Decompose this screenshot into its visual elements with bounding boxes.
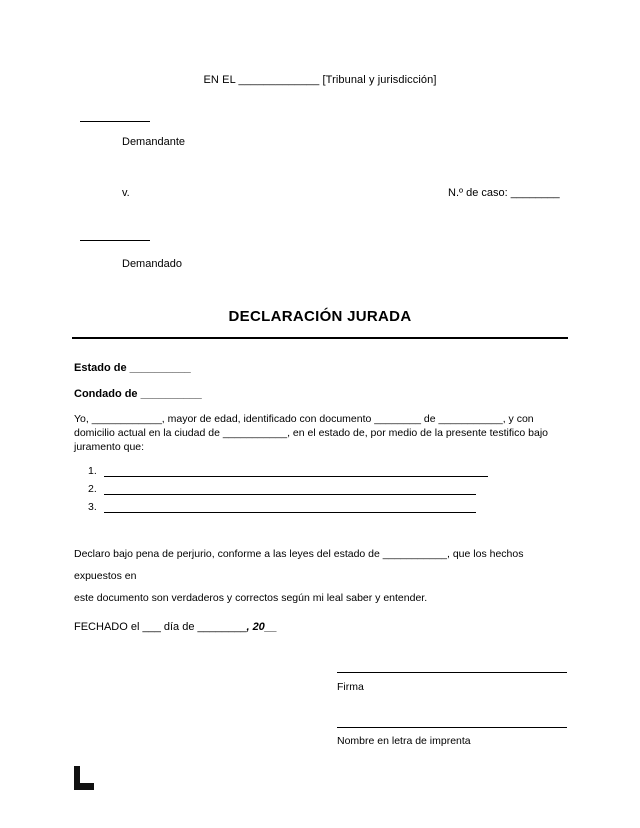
versus-label: v. [122, 187, 130, 199]
list-item-blank-line [104, 501, 476, 513]
logo-bottom-bar [74, 783, 94, 790]
list-item-number: 3. [88, 501, 97, 513]
list-item-number: 1. [88, 465, 97, 477]
dated-line [74, 621, 277, 633]
page-title: DECLARACIÓN JURADA [228, 308, 412, 325]
plaintiff-label: Demandante [122, 136, 185, 148]
county-field-label: Condado de __________ [74, 388, 202, 400]
dated-prefix: FECHADO el ___ día de ________ [74, 621, 247, 633]
signature-label: Firma [337, 681, 364, 693]
list-item [88, 497, 488, 513]
list-item-blank-line [104, 465, 488, 477]
printed-name-label: Nombre en letra de imprenta [337, 735, 471, 747]
affidavit-intro-paragraph: Yo, ____________, mayor de edad, identificado con documento ________ de ___________, y con domicilio actual en la ciudad de ___________, en el estado de, por medio de la presente testifico bajo juramento que: [74, 413, 548, 453]
list-item [88, 461, 488, 477]
list-item-number: 2. [88, 483, 97, 495]
state-field-label: Estado de __________ [74, 362, 191, 374]
numbered-statements-list [88, 461, 488, 515]
perjury-line-2: este documento son verdaderos y correctos según mi leal saber y entender. [74, 592, 428, 604]
dated-year: , 20__ [246, 621, 278, 633]
list-item [88, 479, 488, 495]
case-number-label: N.º de caso: ________ [448, 187, 560, 199]
perjury-declaration [74, 543, 568, 609]
defendant-label: Demandado [122, 258, 182, 270]
title-divider [72, 337, 568, 339]
court-caption-line: EN EL _____________ [Tribunal y jurisdicción] [203, 74, 437, 86]
printed-name-line [337, 727, 567, 728]
signature-line [337, 672, 567, 673]
perjury-line-1: Declaro bajo pena de perjurio, conforme a las leyes del estado de ___________, que los hechos expuestos en [74, 548, 524, 582]
plaintiff-name-rule [80, 121, 150, 122]
defendant-name-rule [80, 240, 150, 241]
list-item-blank-line [104, 483, 476, 495]
legal-templates-logo-icon [74, 766, 94, 790]
